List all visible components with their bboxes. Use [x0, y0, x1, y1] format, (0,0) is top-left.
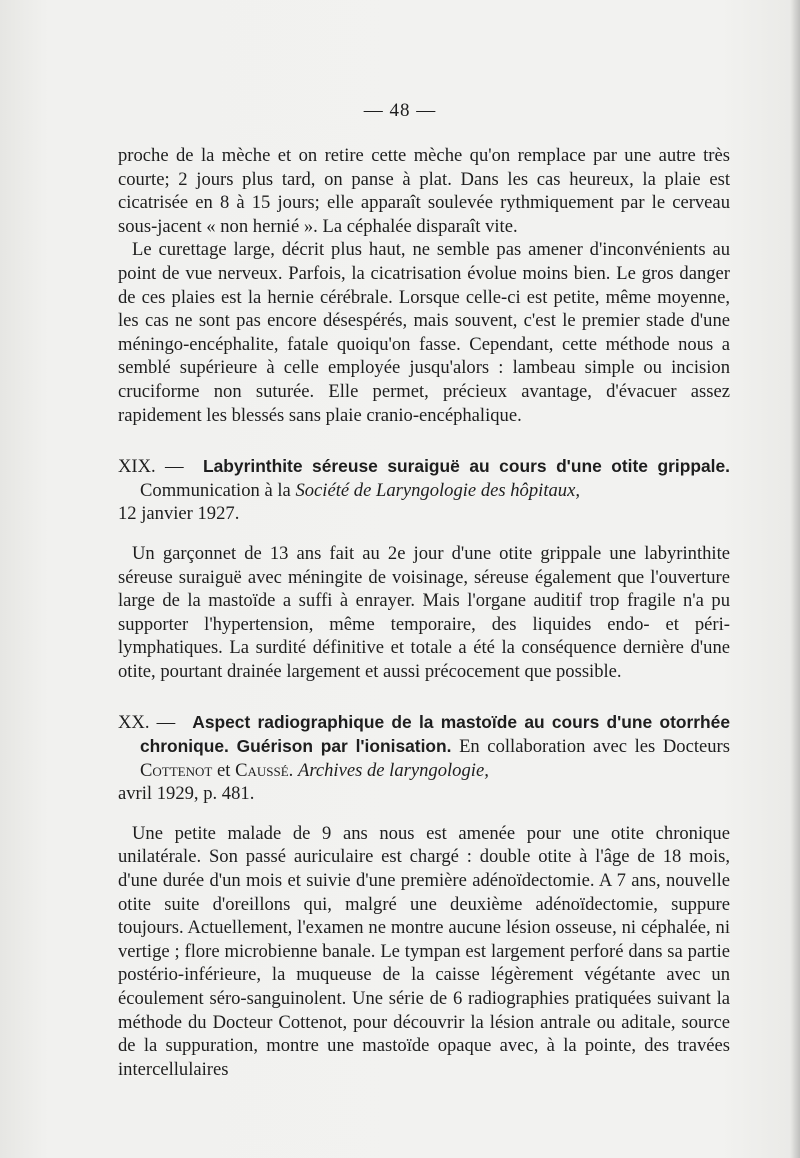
- publication-date: 12 janvier 1927.: [118, 503, 240, 525]
- paragraph-continuation: proche de la mèche et on retire cette mèche qu'on remplace par une autre très courte; 2 jours plus tard, on panse à plat. Dans les cas heureux, la plaie est cicatrisée en 8 à 15 jours; elle apparaît soulevée rythmiquement par le cerveau sous-jacent « non hernié ». La céphalée disparaît vite.: [118, 145, 730, 237]
- section-title: Aspect radiographique de la mastoïde au cours d'une otorrhée chronique. Guérison par l'ionisation.: [140, 712, 730, 757]
- section-xx: [118, 711, 730, 1081]
- journal-name: Archives de laryngologie,: [297, 759, 489, 781]
- section-heading: [118, 711, 730, 805]
- paragraph-curettage: Le curettage large, décrit plus haut, ne semble pas amener d'inconvénients au point de vue nerveux. Parfois, la cicatrisation évolue moins bien. Le gros danger de ces plaies est la hernie cérébrale. Lorsque celle-ci est petite, même moyenne, les cas ne sont pas encore désespérés, mais souvent, c'est le premier stade d'une méningo-encéphalite, fatale quoiqu'on fasse. Cependant, cette méthode nous a semblé supérieure à celle employée jusqu'alors : lambeau simple ou incision cruciforme non suturée. Elle permet, précieux avantage, d'évacuer assez rapidement les blessés sans plaie cranio-encéphalique.: [118, 239, 730, 426]
- section-reference-conjunction: et: [217, 759, 231, 781]
- section-reference: En collaboration avec les Docteurs: [459, 736, 730, 758]
- author-name: Caussé.: [235, 759, 294, 781]
- section-heading: [118, 455, 730, 526]
- journal-name: Société de Laryngologie des hôpitaux,: [295, 479, 580, 501]
- page-edge-shadow: [790, 0, 800, 1158]
- section-title: Labyrinthite séreuse suraiguë au cours d'une otite grippale.: [203, 456, 730, 477]
- author-name: Cottenot: [140, 759, 213, 781]
- page-number: — 48 —: [363, 100, 437, 121]
- section-number: XX. —: [118, 712, 176, 734]
- text-column: [118, 144, 730, 1081]
- section-number: XIX. —: [118, 456, 184, 478]
- section-body: Une petite malade de 9 ans nous est amenée pour une otite chronique unilatérale. Son passé auriculaire est chargé : double otite à l'âge de 18 mois, d'une durée d'un mois et suivie d'une première adénoïdectomie. A 7 ans, nouvelle otite suite d'oreillons qui, malgré une deuxième adénoïdectomie, suppure toujours. Actuellement, l'examen ne montre aucune lésion osseuse, ni céphalée, ni vertige ; flore microbienne banale. Le tympan est largement perforé dans sa partie postério-inférieure, la muqueuse de la caisse légèrement végétante avec un écoulement séro-sanguinolent. Une série de 6 radiographies pratiquées suivant la méthode du Docteur Cottenot, pour découvrir la lésion antrale ou aditale, source de la suppuration, montre une mastoïde opaque avec, à la pointe, des travées intercellulaires: [118, 822, 730, 1080]
- section-xix: [118, 455, 730, 683]
- publication-date: avril 1929, p. 481.: [118, 783, 255, 805]
- section-reference: Communication à la: [140, 479, 291, 501]
- section-body: Un garçonnet de 13 ans fait au 2e jour d'une otite grippale une labyrinthite séreuse suraiguë avec méningite de voisinage, séreuse également que l'ouverture large de la mastoïde a suffi à enrayer. Mais l'organe auditif trop fragile n'a pu supporter l'hypertension, même temporaire, des liquides endo- et péri-lymphatiques. La surdité définitive et totale a été la conséquence dernière d'une otite, pourtant drainée largement et aussi précocement que possible.: [118, 542, 730, 682]
